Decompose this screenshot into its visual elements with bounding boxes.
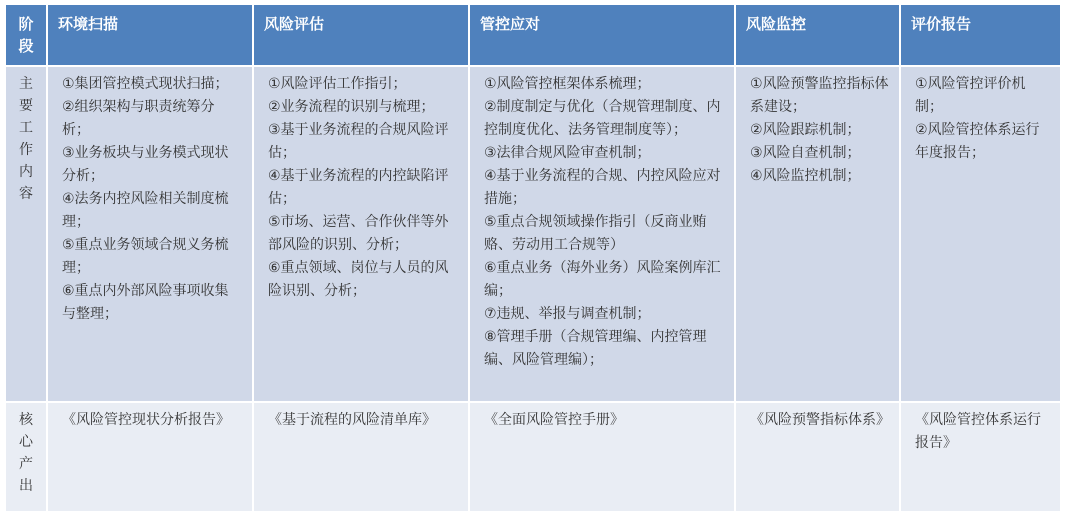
- output-cell-risk-monitoring: [736, 403, 899, 511]
- cell-item: ②制度制定与优化（合规管理制度、内控制度优化、法务管理制度等）；: [484, 99, 721, 138]
- main-work-label: 主 要 工 作 内 容: [19, 76, 33, 202]
- cell-item: 《风险管控体系运行报告》: [915, 412, 1041, 451]
- core-output-label: 核 心 产 出: [19, 412, 33, 494]
- cell-item: ②风险管控体系运行年度报告；: [915, 122, 1040, 161]
- cell-item: ⑤重点业务领域合规义务梳理；: [62, 237, 229, 276]
- output-cell-evaluation-report: [901, 403, 1060, 511]
- row-label-main-work: [6, 67, 46, 401]
- stage-header: [6, 5, 46, 65]
- cell-item: 《全面风险管控手册》: [484, 412, 624, 428]
- cell-item: ①风险预警监控指标体系建设；: [750, 76, 889, 115]
- cell-item: ③法律合规风险审查机制；: [484, 145, 651, 161]
- cell-item: 《风险管控现状分析报告》: [62, 412, 230, 428]
- main-work-cell-risk-assessment: [254, 67, 468, 401]
- cell-item: ②风险跟踪机制；: [750, 122, 861, 138]
- cell-item: 《基于流程的风险清单库》: [268, 412, 436, 428]
- column-header-evaluation-report: 评价报告: [901, 5, 1060, 65]
- cell-item: ④法务内控风险相关制度梳理；: [62, 191, 229, 230]
- cell-item: ②业务流程的识别与梳理；: [268, 99, 435, 115]
- cell-item: ①集团管控模式现状扫描；: [62, 76, 229, 92]
- cell-item: 《风险预警指标体系》: [750, 412, 890, 428]
- cell-item: ①风险评估工作指引；: [268, 76, 407, 92]
- cell-item: ⑧管理手册（合规管理编、内控管理编、风险管理编）；: [484, 329, 707, 368]
- cell-item: ⑤重点合规领域操作指引（反商业贿赂、劳动用工合规等）: [484, 214, 707, 253]
- output-cell-risk-assessment: [254, 403, 468, 511]
- cell-item: ⑦违规、举报与调查机制；: [484, 306, 651, 322]
- cell-item: ④基于业务流程的合规、内控风险应对措施；: [484, 168, 721, 207]
- main-work-cell-environment-scan: [48, 67, 252, 401]
- risk-control-framework-table: [4, 3, 1062, 513]
- header-row: [6, 5, 1060, 65]
- column-header-environment-scan: 环境扫描: [48, 5, 252, 65]
- column-header-risk-assessment: 风险评估: [254, 5, 468, 65]
- cell-item: ①风险管控评价机制；: [915, 76, 1026, 115]
- cell-item: ④基于业务流程的内控缺陷评估；: [268, 168, 449, 207]
- main-work-cell-control-response: [470, 67, 734, 401]
- cell-item: ④风险监控机制；: [750, 168, 861, 184]
- output-cell-environment-scan: [48, 403, 252, 511]
- column-header-risk-monitoring: 风险监控: [736, 5, 899, 65]
- main-work-cell-evaluation-report: [901, 67, 1060, 401]
- column-header-control-response: 管控应对: [470, 5, 734, 65]
- cell-item: ⑥重点领域、岗位与人员的风险识别、分析；: [268, 260, 449, 299]
- stage-label: 阶 段: [18, 15, 34, 55]
- cell-item: ③基于业务流程的合规风险评估；: [268, 122, 449, 161]
- cell-item: ⑤市场、运营、合作伙伴等外部风险的识别、分析；: [268, 214, 449, 253]
- cell-item: ③业务板块与业务模式现状分析；: [62, 145, 229, 184]
- row-label-core-output: [6, 403, 46, 511]
- cell-item: ⑥重点业务（海外业务）风险案例库汇编；: [484, 260, 721, 299]
- core-output-row: [6, 403, 1060, 511]
- cell-item: ②组织架构与职责统筹分析；: [62, 99, 215, 138]
- cell-item: ①风险管控框架体系梳理；: [484, 76, 651, 92]
- main-work-row: [6, 67, 1060, 401]
- output-cell-control-response: [470, 403, 734, 511]
- main-work-cell-risk-monitoring: [736, 67, 899, 401]
- cell-item: ⑥重点内外部风险事项收集与整理；: [62, 283, 229, 322]
- cell-item: ③风险自查机制；: [750, 145, 861, 161]
